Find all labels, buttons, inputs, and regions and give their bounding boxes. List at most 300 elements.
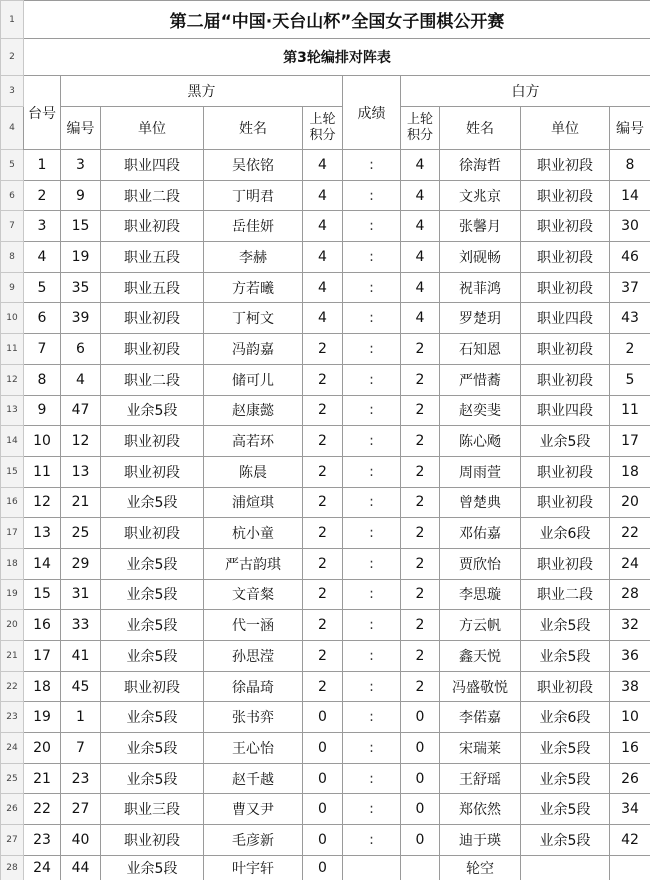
black-prev-score-cell[interactable]: 2 (303, 364, 343, 395)
result-cell[interactable] (343, 855, 401, 880)
black-id-cell[interactable]: 4 (61, 364, 101, 395)
table-no-cell[interactable]: 1 (24, 150, 61, 181)
white-unit-cell[interactable]: 业余5段 (521, 641, 610, 672)
row-number[interactable]: 22 (1, 671, 24, 702)
white-unit-cell[interactable] (521, 855, 610, 880)
white-id-cell[interactable] (610, 855, 650, 880)
black-prev-score-cell[interactable]: 2 (303, 548, 343, 579)
black-id-cell[interactable]: 33 (61, 610, 101, 641)
black-name-cell[interactable]: 储可儿 (204, 364, 303, 395)
row-number[interactable]: 17 (1, 518, 24, 549)
black-unit-cell[interactable]: 业余5段 (101, 733, 204, 764)
row-number[interactable]: 28 (1, 855, 24, 880)
white-unit-cell[interactable]: 职业初段 (521, 334, 610, 365)
table-row (1, 794, 650, 825)
white-unit-cell[interactable]: 业余5段 (521, 825, 610, 856)
black-id-cell[interactable]: 29 (61, 548, 101, 579)
black-prev-score-cell[interactable]: 2 (303, 579, 343, 610)
white-unit-cell[interactable]: 职业初段 (521, 242, 610, 273)
black-id-cell[interactable]: 13 (61, 456, 101, 487)
white-name-cell[interactable]: 宋瑞莱 (440, 733, 521, 764)
black-unit-cell[interactable]: 职业三段 (101, 794, 204, 825)
white-name-cell[interactable]: 罗楚玥 (440, 303, 521, 334)
white-id-cell[interactable]: 42 (610, 825, 650, 856)
row-number[interactable]: 3 (1, 76, 24, 107)
table-no-cell[interactable]: 23 (24, 825, 61, 856)
black-unit-cell[interactable]: 职业五段 (101, 242, 204, 273)
white-unit-cell[interactable]: 业余6段 (521, 518, 610, 549)
black-unit-cell[interactable]: 职业五段 (101, 272, 204, 303)
black-unit-cell[interactable]: 业余5段 (101, 610, 204, 641)
black-name-cell[interactable]: 文音粲 (204, 579, 303, 610)
black-prev-score-cell[interactable]: 0 (303, 825, 343, 856)
row-number[interactable]: 11 (1, 334, 24, 365)
result-cell[interactable]: : (343, 487, 401, 518)
table-row (1, 855, 650, 880)
result-cell[interactable]: : (343, 825, 401, 856)
white-id-cell[interactable]: 43 (610, 303, 650, 334)
white-id-cell[interactable]: 22 (610, 518, 650, 549)
white-id-cell[interactable]: 26 (610, 763, 650, 794)
black-id-cell[interactable]: 44 (61, 855, 101, 880)
white-unit-cell[interactable]: 职业初段 (521, 150, 610, 181)
table-no-cell[interactable]: 16 (24, 610, 61, 641)
header-row-groups (1, 76, 650, 107)
black-prev-score-cell[interactable]: 0 (303, 763, 343, 794)
white-id-cell[interactable]: 37 (610, 272, 650, 303)
white-name-cell[interactable]: 冯盛敬悦 (440, 671, 521, 702)
black-prev-score-cell[interactable]: 0 (303, 794, 343, 825)
white-name-cell[interactable]: 周雨萱 (440, 456, 521, 487)
black-id-cell[interactable]: 3 (61, 150, 101, 181)
result-cell[interactable]: : (343, 733, 401, 764)
black-prev-score-cell[interactable]: 0 (303, 702, 343, 733)
white-name-cell[interactable]: 李偌嘉 (440, 702, 521, 733)
white-name-cell[interactable]: 李思璇 (440, 579, 521, 610)
result-cell[interactable]: : (343, 364, 401, 395)
white-unit-cell[interactable]: 职业初段 (521, 180, 610, 211)
row-number[interactable]: 5 (1, 150, 24, 181)
black-name-cell[interactable]: 冯韵嘉 (204, 334, 303, 365)
header-white-name: 姓名 (440, 107, 521, 150)
row-number[interactable]: 19 (1, 579, 24, 610)
black-id-cell[interactable]: 45 (61, 671, 101, 702)
result-cell[interactable]: : (343, 426, 401, 457)
black-id-cell[interactable]: 12 (61, 426, 101, 457)
black-prev-score-cell[interactable]: 2 (303, 334, 343, 365)
black-name-cell[interactable]: 孙思滢 (204, 641, 303, 672)
black-prev-score-cell[interactable]: 2 (303, 610, 343, 641)
black-id-cell[interactable]: 47 (61, 395, 101, 426)
white-name-cell[interactable]: 张馨月 (440, 211, 521, 242)
row-number[interactable]: 10 (1, 303, 24, 334)
row-number[interactable]: 21 (1, 641, 24, 672)
table-no-cell[interactable]: 18 (24, 671, 61, 702)
white-id-cell[interactable]: 2 (610, 334, 650, 365)
table-row (1, 733, 650, 764)
table-no-cell[interactable]: 9 (24, 395, 61, 426)
black-name-cell[interactable]: 毛彦新 (204, 825, 303, 856)
white-name-cell[interactable]: 方云帆 (440, 610, 521, 641)
black-name-cell[interactable]: 吴依铭 (204, 150, 303, 181)
table-no-cell[interactable]: 8 (24, 364, 61, 395)
result-cell[interactable]: : (343, 702, 401, 733)
black-id-cell[interactable]: 9 (61, 180, 101, 211)
white-id-cell[interactable]: 36 (610, 641, 650, 672)
row-number[interactable]: 7 (1, 211, 24, 242)
white-prev-score-cell[interactable]: 2 (401, 579, 440, 610)
black-name-cell[interactable]: 丁柯文 (204, 303, 303, 334)
white-prev-score-cell[interactable] (401, 855, 440, 880)
white-name-cell[interactable]: 赵奕斐 (440, 395, 521, 426)
black-id-cell[interactable]: 1 (61, 702, 101, 733)
table-row (1, 426, 650, 457)
table-row (1, 548, 650, 579)
black-id-cell[interactable]: 7 (61, 733, 101, 764)
row-number[interactable]: 23 (1, 702, 24, 733)
table-row (1, 303, 650, 334)
white-prev-score-cell[interactable]: 4 (401, 180, 440, 211)
white-id-cell[interactable]: 14 (610, 180, 650, 211)
row-number[interactable]: 16 (1, 487, 24, 518)
white-prev-score-cell[interactable]: 2 (401, 641, 440, 672)
white-prev-score-cell[interactable]: 0 (401, 763, 440, 794)
table-row (1, 702, 650, 733)
black-id-cell[interactable]: 41 (61, 641, 101, 672)
black-unit-cell[interactable]: 职业四段 (101, 150, 204, 181)
black-name-cell[interactable]: 曹又尹 (204, 794, 303, 825)
black-prev-score-cell[interactable]: 0 (303, 733, 343, 764)
result-cell[interactable]: : (343, 763, 401, 794)
black-unit-cell[interactable]: 业余5段 (101, 487, 204, 518)
black-unit-cell[interactable]: 职业初段 (101, 456, 204, 487)
row-number[interactable]: 9 (1, 272, 24, 303)
result-cell[interactable]: : (343, 180, 401, 211)
result-cell[interactable]: : (343, 242, 401, 273)
white-name-cell[interactable]: 鑫天悦 (440, 641, 521, 672)
black-unit-cell[interactable]: 业余5段 (101, 579, 204, 610)
table-row (1, 334, 650, 365)
white-name-cell[interactable]: 石知恩 (440, 334, 521, 365)
table-no-cell[interactable]: 6 (24, 303, 61, 334)
black-name-cell[interactable]: 陈晨 (204, 456, 303, 487)
black-id-cell[interactable]: 19 (61, 242, 101, 273)
title-row (1, 1, 650, 39)
table-row (1, 211, 650, 242)
white-id-cell[interactable]: 17 (610, 426, 650, 457)
black-name-cell[interactable]: 李赫 (204, 242, 303, 273)
black-unit-cell[interactable]: 业余5段 (101, 702, 204, 733)
white-prev-score-cell[interactable]: 4 (401, 272, 440, 303)
table-row (1, 518, 650, 549)
table-row (1, 180, 650, 211)
white-prev-score-cell[interactable]: 2 (401, 671, 440, 702)
result-cell[interactable]: : (343, 211, 401, 242)
result-cell[interactable]: : (343, 456, 401, 487)
header-black-name: 姓名 (204, 107, 303, 150)
white-name-cell[interactable]: 陈心飏 (440, 426, 521, 457)
result-cell[interactable]: : (343, 272, 401, 303)
white-name-cell[interactable]: 迪于瑛 (440, 825, 521, 856)
white-unit-cell[interactable]: 业余5段 (521, 794, 610, 825)
black-name-cell[interactable]: 丁明君 (204, 180, 303, 211)
result-cell[interactable]: : (343, 610, 401, 641)
row-number[interactable]: 6 (1, 180, 24, 211)
black-id-cell[interactable]: 39 (61, 303, 101, 334)
black-unit-cell[interactable]: 职业初段 (101, 671, 204, 702)
white-unit-cell[interactable]: 业余5段 (521, 763, 610, 794)
white-name-cell[interactable]: 徐海哲 (440, 150, 521, 181)
header-black-unit: 单位 (101, 107, 204, 150)
white-name-cell[interactable]: 王舒瑶 (440, 763, 521, 794)
white-id-cell[interactable]: 28 (610, 579, 650, 610)
white-name-cell[interactable]: 文兆京 (440, 180, 521, 211)
white-name-cell[interactable]: 曾楚典 (440, 487, 521, 518)
table-no-cell[interactable]: 20 (24, 733, 61, 764)
white-name-cell[interactable]: 贾欣怡 (440, 548, 521, 579)
white-unit-cell[interactable]: 职业初段 (521, 487, 610, 518)
white-id-cell[interactable]: 8 (610, 150, 650, 181)
white-unit-cell[interactable]: 业余5段 (521, 610, 610, 641)
black-name-cell[interactable]: 岳佳妍 (204, 211, 303, 242)
black-unit-cell[interactable]: 业余5段 (101, 855, 204, 880)
row-number[interactable]: 24 (1, 733, 24, 764)
black-unit-cell[interactable]: 业余5段 (101, 548, 204, 579)
header-line: 上轮 (406, 112, 433, 127)
black-name-cell[interactable]: 代一涵 (204, 610, 303, 641)
black-id-cell[interactable]: 31 (61, 579, 101, 610)
table-row (1, 487, 650, 518)
header-white: 白方 (401, 76, 650, 107)
white-prev-score-cell[interactable]: 2 (401, 334, 440, 365)
black-name-cell[interactable]: 王心怡 (204, 733, 303, 764)
result-cell[interactable]: : (343, 671, 401, 702)
white-id-cell[interactable]: 16 (610, 733, 650, 764)
black-name-cell[interactable]: 赵千越 (204, 763, 303, 794)
white-unit-cell[interactable]: 业余5段 (521, 733, 610, 764)
white-unit-cell[interactable]: 职业初段 (521, 548, 610, 579)
table-no-cell[interactable]: 12 (24, 487, 61, 518)
result-cell[interactable]: : (343, 334, 401, 365)
black-prev-score-cell[interactable]: 0 (303, 855, 343, 880)
row-number[interactable]: 27 (1, 825, 24, 856)
white-unit-cell[interactable]: 业余6段 (521, 702, 610, 733)
row-number[interactable]: 8 (1, 242, 24, 273)
white-name-cell[interactable]: 严惜蕎 (440, 364, 521, 395)
white-prev-score-cell[interactable]: 2 (401, 548, 440, 579)
black-id-cell[interactable]: 27 (61, 794, 101, 825)
result-cell[interactable]: : (343, 794, 401, 825)
white-id-cell[interactable]: 24 (610, 548, 650, 579)
black-name-cell[interactable]: 高若环 (204, 426, 303, 457)
black-name-cell[interactable]: 叶宇轩 (204, 855, 303, 880)
black-prev-score-cell[interactable]: 2 (303, 641, 343, 672)
white-unit-cell[interactable]: 职业初段 (521, 456, 610, 487)
white-name-cell[interactable]: 邓佑嘉 (440, 518, 521, 549)
black-unit-cell[interactable]: 职业初段 (101, 426, 204, 457)
white-unit-cell[interactable]: 职业初段 (521, 272, 610, 303)
white-name-cell[interactable]: 刘砚畅 (440, 242, 521, 273)
row-number[interactable]: 13 (1, 395, 24, 426)
black-id-cell[interactable]: 25 (61, 518, 101, 549)
black-prev-score-cell[interactable]: 4 (303, 180, 343, 211)
black-name-cell[interactable]: 严古韵琪 (204, 548, 303, 579)
black-id-cell[interactable]: 15 (61, 211, 101, 242)
table-no-cell[interactable]: 10 (24, 426, 61, 457)
white-id-cell[interactable]: 34 (610, 794, 650, 825)
black-prev-score-cell[interactable]: 2 (303, 426, 343, 457)
table-no-cell[interactable]: 19 (24, 702, 61, 733)
white-id-cell[interactable]: 10 (610, 702, 650, 733)
white-prev-score-cell[interactable]: 4 (401, 211, 440, 242)
table-row (1, 671, 650, 702)
header-result: 成绩 (343, 76, 401, 150)
row-number[interactable]: 15 (1, 456, 24, 487)
black-unit-cell[interactable]: 职业二段 (101, 180, 204, 211)
black-prev-score-cell[interactable]: 2 (303, 518, 343, 549)
white-name-cell[interactable]: 轮空 (440, 855, 521, 880)
table-no-cell[interactable]: 13 (24, 518, 61, 549)
white-prev-score-cell[interactable]: 2 (401, 364, 440, 395)
table-no-cell[interactable]: 4 (24, 242, 61, 273)
result-cell[interactable]: : (343, 641, 401, 672)
black-prev-score-cell[interactable]: 4 (303, 211, 343, 242)
white-prev-score-cell[interactable]: 4 (401, 303, 440, 334)
table-no-cell[interactable]: 14 (24, 548, 61, 579)
white-id-cell[interactable]: 18 (610, 456, 650, 487)
black-unit-cell[interactable]: 职业初段 (101, 518, 204, 549)
black-unit-cell[interactable]: 职业初段 (101, 825, 204, 856)
row-number[interactable]: 26 (1, 794, 24, 825)
white-prev-score-cell[interactable]: 2 (401, 426, 440, 457)
black-unit-cell[interactable]: 职业初段 (101, 334, 204, 365)
black-prev-score-cell[interactable]: 2 (303, 487, 343, 518)
white-id-cell[interactable]: 30 (610, 211, 650, 242)
black-id-cell[interactable]: 21 (61, 487, 101, 518)
black-unit-cell[interactable]: 业余5段 (101, 763, 204, 794)
table-no-cell[interactable]: 21 (24, 763, 61, 794)
black-name-cell[interactable]: 杭小童 (204, 518, 303, 549)
row-number[interactable]: 25 (1, 763, 24, 794)
table-no-cell[interactable]: 7 (24, 334, 61, 365)
header-white-prev-score (401, 107, 440, 150)
row-number[interactable]: 18 (1, 548, 24, 579)
white-prev-score-cell[interactable]: 0 (401, 702, 440, 733)
white-name-cell[interactable]: 郑依然 (440, 794, 521, 825)
white-id-cell[interactable]: 32 (610, 610, 650, 641)
black-name-cell[interactable]: 张书弈 (204, 702, 303, 733)
row-number[interactable]: 20 (1, 610, 24, 641)
white-id-cell[interactable]: 20 (610, 487, 650, 518)
white-prev-score-cell[interactable]: 0 (401, 825, 440, 856)
result-cell[interactable]: : (343, 518, 401, 549)
white-unit-cell[interactable]: 职业初段 (521, 671, 610, 702)
table-no-cell[interactable]: 3 (24, 211, 61, 242)
white-unit-cell[interactable]: 职业二段 (521, 579, 610, 610)
black-unit-cell[interactable]: 职业初段 (101, 303, 204, 334)
result-cell[interactable]: : (343, 579, 401, 610)
row-number[interactable]: 2 (1, 39, 24, 76)
table-row (1, 150, 650, 181)
black-unit-cell[interactable]: 职业初段 (101, 211, 204, 242)
result-cell[interactable]: : (343, 150, 401, 181)
black-prev-score-cell[interactable]: 2 (303, 395, 343, 426)
white-unit-cell[interactable]: 业余5段 (521, 426, 610, 457)
table-no-cell[interactable]: 11 (24, 456, 61, 487)
white-name-cell[interactable]: 祝菲鸿 (440, 272, 521, 303)
table-row (1, 242, 650, 273)
row-number[interactable]: 4 (1, 107, 24, 150)
white-prev-score-cell[interactable]: 0 (401, 794, 440, 825)
white-unit-cell[interactable]: 职业四段 (521, 303, 610, 334)
table-no-cell[interactable]: 24 (24, 855, 61, 880)
black-id-cell[interactable]: 23 (61, 763, 101, 794)
black-prev-score-cell[interactable]: 4 (303, 303, 343, 334)
white-prev-score-cell[interactable]: 4 (401, 242, 440, 273)
black-unit-cell[interactable]: 职业二段 (101, 364, 204, 395)
table-no-cell[interactable]: 2 (24, 180, 61, 211)
black-id-cell[interactable]: 35 (61, 272, 101, 303)
black-prev-score-cell[interactable]: 2 (303, 671, 343, 702)
black-name-cell[interactable]: 赵康懿 (204, 395, 303, 426)
result-cell[interactable]: : (343, 395, 401, 426)
white-id-cell[interactable]: 5 (610, 364, 650, 395)
white-id-cell[interactable]: 11 (610, 395, 650, 426)
white-unit-cell[interactable]: 职业初段 (521, 211, 610, 242)
result-cell[interactable]: : (343, 303, 401, 334)
black-name-cell[interactable]: 方若曦 (204, 272, 303, 303)
black-prev-score-cell[interactable]: 4 (303, 150, 343, 181)
white-unit-cell[interactable]: 职业四段 (521, 395, 610, 426)
row-number[interactable]: 12 (1, 364, 24, 395)
black-name-cell[interactable]: 浦煊琪 (204, 487, 303, 518)
header-white-unit: 单位 (521, 107, 610, 150)
result-cell[interactable]: : (343, 548, 401, 579)
subtitle-row (1, 39, 650, 76)
table-row (1, 364, 650, 395)
header-white-id: 编号 (610, 107, 650, 150)
white-prev-score-cell[interactable]: 4 (401, 150, 440, 181)
black-prev-score-cell[interactable]: 2 (303, 456, 343, 487)
white-id-cell[interactable]: 38 (610, 671, 650, 702)
table-no-cell[interactable]: 17 (24, 641, 61, 672)
white-prev-score-cell[interactable]: 0 (401, 733, 440, 764)
white-prev-score-cell[interactable]: 2 (401, 456, 440, 487)
row-number[interactable]: 14 (1, 426, 24, 457)
white-id-cell[interactable]: 46 (610, 242, 650, 273)
table-no-cell[interactable]: 15 (24, 579, 61, 610)
white-prev-score-cell[interactable]: 2 (401, 518, 440, 549)
black-name-cell[interactable]: 徐晶琦 (204, 671, 303, 702)
black-id-cell[interactable]: 6 (61, 334, 101, 365)
black-id-cell[interactable]: 40 (61, 825, 101, 856)
white-prev-score-cell[interactable]: 2 (401, 395, 440, 426)
white-prev-score-cell[interactable]: 2 (401, 487, 440, 518)
white-prev-score-cell[interactable]: 2 (401, 610, 440, 641)
table-body (1, 1, 650, 880)
black-unit-cell[interactable]: 业余5段 (101, 641, 204, 672)
table-no-cell[interactable]: 5 (24, 272, 61, 303)
white-unit-cell[interactable]: 职业初段 (521, 364, 610, 395)
page-subtitle: 第3轮编排对阵表 (24, 39, 650, 76)
table-row (1, 456, 650, 487)
row-number[interactable]: 1 (1, 1, 24, 39)
table-no-cell[interactable]: 22 (24, 794, 61, 825)
table-row (1, 579, 650, 610)
black-prev-score-cell[interactable]: 4 (303, 242, 343, 273)
black-unit-cell[interactable]: 业余5段 (101, 395, 204, 426)
black-prev-score-cell[interactable]: 4 (303, 272, 343, 303)
